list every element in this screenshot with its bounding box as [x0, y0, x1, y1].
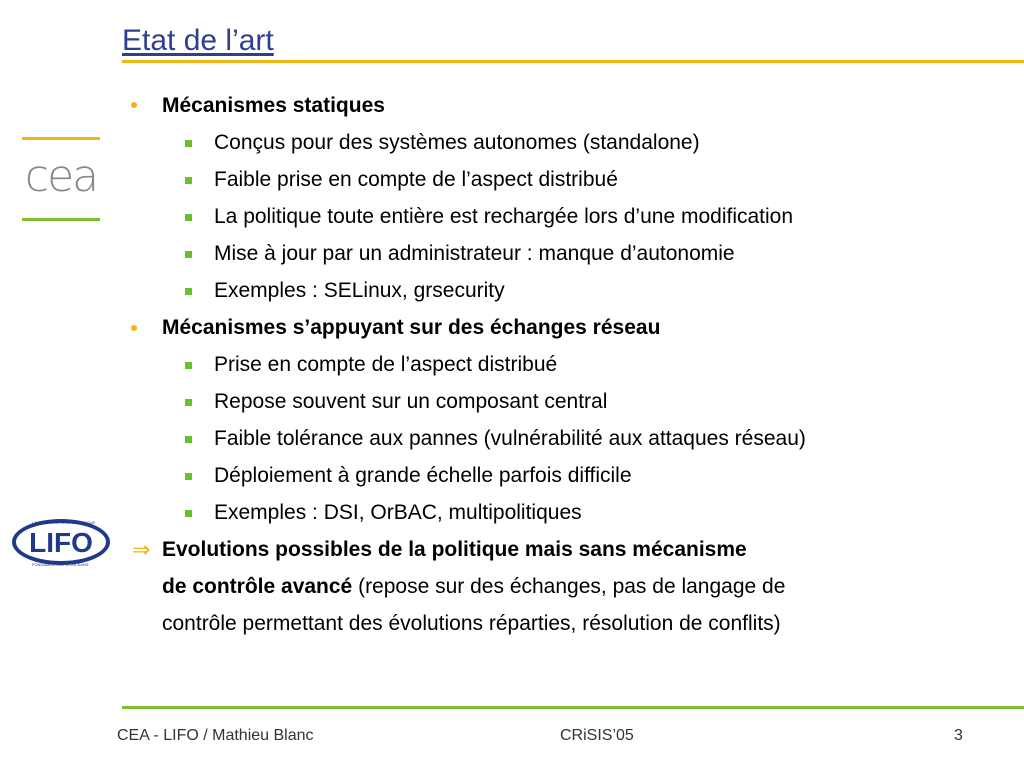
bullet-square: [185, 362, 192, 369]
cea-logo: [18, 137, 104, 223]
list-item: Exemples : SELinux, grsecurity: [214, 279, 505, 302]
bullet-square: [185, 288, 192, 295]
bullet-square: [185, 473, 192, 480]
footer-divider: [122, 706, 1024, 709]
conclusion-bold-2: de contrôle avancé: [162, 575, 353, 598]
conclusion-line-2: [162, 575, 785, 599]
cea-logo-text: cea: [24, 151, 98, 202]
lifo-logo-caption-bottom: FONDAMENTALE D'ORLÉANS: [32, 562, 89, 567]
bullet-dot: [131, 102, 137, 108]
cea-logo-bottom-line: [22, 218, 100, 221]
section-heading: Mécanismes statiques: [162, 94, 385, 117]
slide-title: Etat de l’art: [122, 24, 274, 57]
bullet-square: [185, 214, 192, 221]
list-item: La politique toute entière est rechargée lors d’une modification: [214, 205, 794, 228]
cea-logo-top-line: [22, 137, 100, 140]
bullet-square: [185, 510, 192, 517]
footer-conference: CRiSIS’05: [560, 727, 634, 744]
conclusion-text-2: (repose sur des échanges, pas de langage de: [352, 575, 786, 598]
footer-author: CEA - LIFO / Mathieu Blanc: [117, 727, 314, 744]
lifo-logo-caption-top: LABORATOIRE D'INFORMATIQUE: [32, 520, 96, 525]
conclusion-bold-1: Evolutions possibles de la politique mais sans mécanisme: [162, 538, 747, 561]
lifo-logo: [10, 516, 112, 568]
list-item: Prise en compte de l’aspect distribué: [214, 353, 558, 376]
conclusion-line-1: [162, 538, 747, 562]
list-item: Faible prise en compte de l’aspect distribué: [214, 168, 618, 191]
list-item: Repose souvent sur un composant central: [214, 390, 608, 413]
title-divider: [122, 60, 1024, 63]
implies-arrow-icon: ⇒: [132, 538, 151, 563]
bullet-square: [185, 140, 192, 147]
conclusion-line-3: contrôle permettant des évolutions réparties, résolution de conflits): [162, 612, 781, 635]
bullet-square: [185, 399, 192, 406]
bullet-square: [185, 436, 192, 443]
bullet-square: [185, 251, 192, 258]
list-item: Faible tolérance aux pannes (vulnérabilité aux attaques réseau): [214, 427, 806, 450]
bullet-dot: [131, 325, 137, 331]
list-item: Conçus pour des systèmes autonomes (standalone): [214, 131, 700, 154]
list-item: Mise à jour par un administrateur : manque d’autonomie: [214, 242, 735, 265]
list-item: Exemples : DSI, OrBAC, multipolitiques: [214, 501, 582, 524]
list-item: Déploiement à grande échelle parfois difficile: [214, 464, 632, 487]
page-number: 3: [954, 727, 963, 744]
bullet-square: [185, 177, 192, 184]
section-heading: Mécanismes s’appuyant sur des échanges réseau: [162, 316, 661, 339]
lifo-logo-text: LIFO: [29, 527, 93, 558]
